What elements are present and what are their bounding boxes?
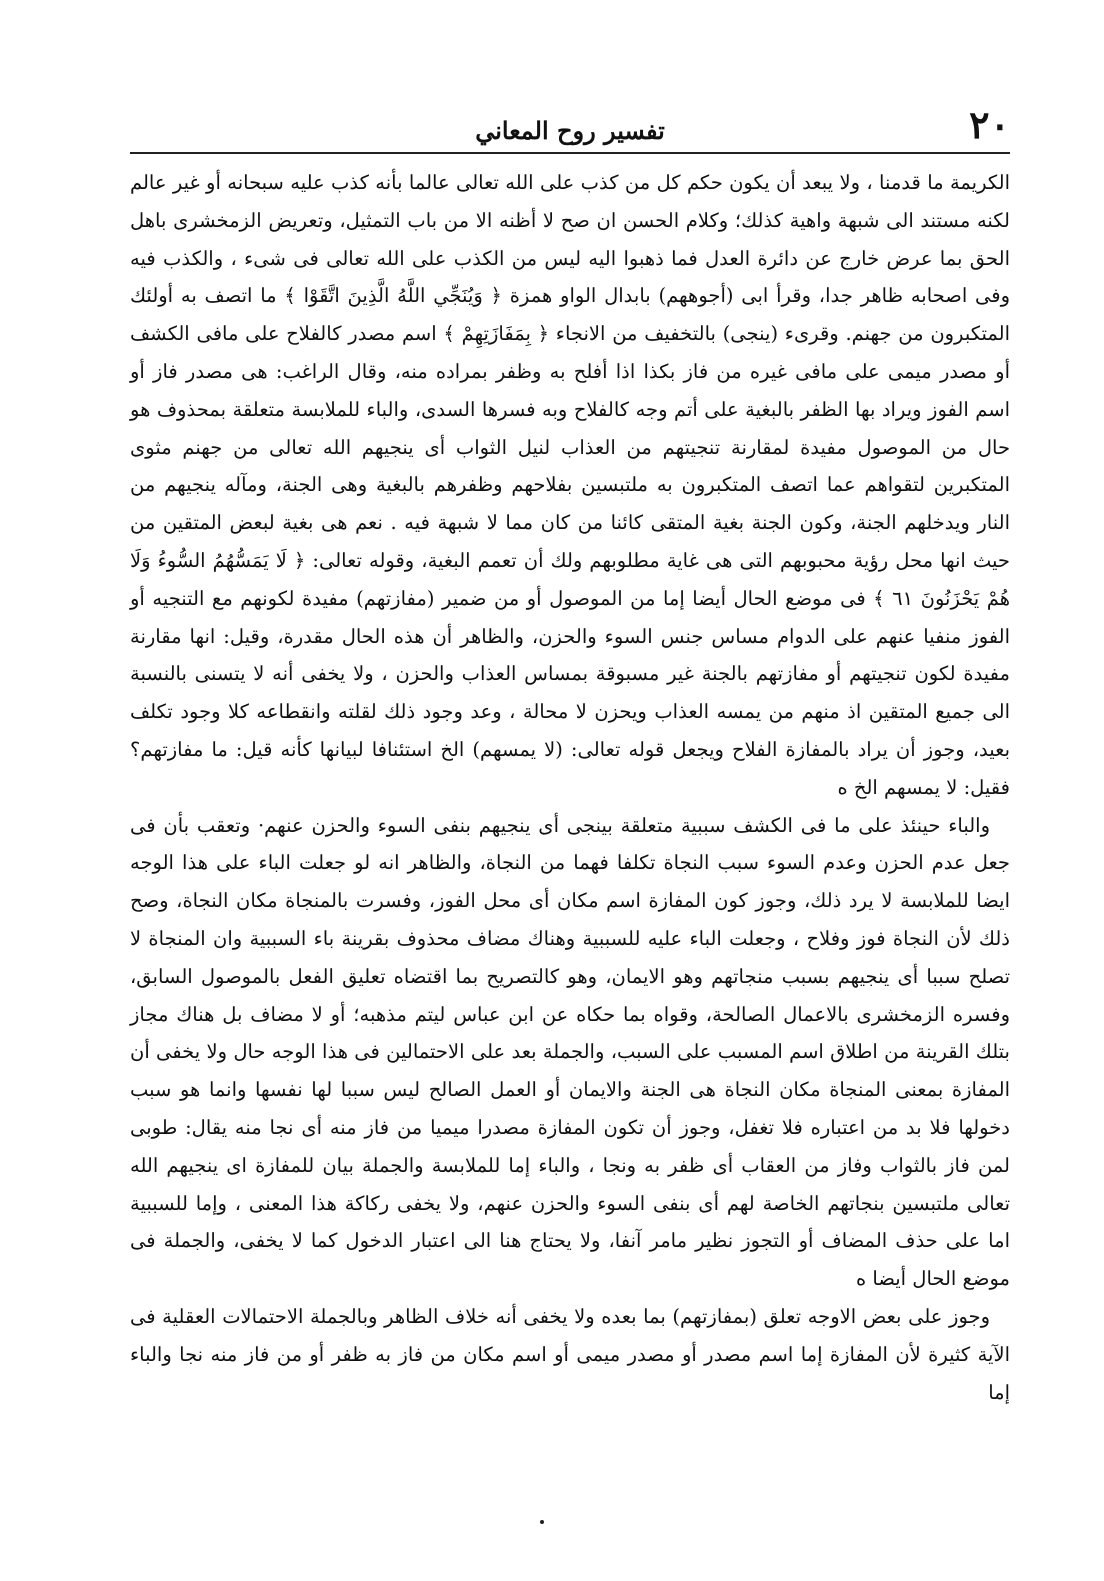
- header-rule: [130, 152, 1010, 154]
- page-dot-mark: [540, 1520, 544, 1524]
- running-title: تفسير روح المعاني: [475, 116, 665, 145]
- paragraph: والباء حينئذ على ما فى الكشف سببية متعلقة بينجى أى ينجيهم بنفى السوء والحزن عنهم· وتعقب بأن فى جعل عدم الحزن وعدم السوء سبب النجاة تكلفا فهما من النجاة، والظاهر انه لو جعلت الباء على هذا الوجه ايضا للملابسة لا يرد ذلك، وجوز كون المفازة اسم مكان أى محل الفوز، وفسرت بالمنجاة مكان النجاة، وصح ذلك لأن النجاة فوز وفلاح ، وجعلت الباء عليه للسببية وهناك مضاف محذوف بقرينة باء السببية وان المنجاة لا تصلح سببا أى ينجيهم بسبب منجاتهم وهو الايمان، وهو كالتصريح بما اقتضاه تعليق الفعل بالموصول السابق، وفسره الزمخشرى بالاعمال الصالحة، وقواه بما حكاه عن ابن عباس ليتم مذهبه؛ أو لا مضاف بل هناك مجاز بتلك القرينة من اطلاق اسم المسبب على السبب، والجملة بعد على الاحتمالين فى هذا الوجه حال ولا يخفى أن المفازة بمعنى المنجاة مكان النجاة هى الجنة والايمان أو العمل الصالح ليس سببا لها نفسها وانما هو سبب دخولها فلا بد من اعتباره فلا تغفل، وجوز أن تكون المفازة مصدرا ميميا من فاز منه أى نجا منه يقال: طوبى لمن فاز بالثواب وفاز من العقاب أى ظفر به ونجا ، والباء إما للملابسة والجملة بيان للمفازة اى ينجيهم الله تعالى ملتبسين بنجاتهم الخاصة لهم أى بنفى السوء والحزن عنهم، ولا يخفى ركاكة هذا المعنى ، وإما للسببية اما على حذف المضاف أو التجوز نظير مامر آنفا، ولا يحتاج هنا الى اعتبار الدخول كما لا يخفى، والجملة فى موضع الحال أيضا ه: [130, 813, 1010, 1291]
- paragraph: وجوز على بعض الاوجه تعلق (بمفازتهم) بما بعده ولا يخفى أنه خلاف الظاهر وبالجملة الاحتمالات العقلية فى الآية كثيرة لأن المفازة إما اسم مصدر أو مصدر ميمى أو اسم مكان من فاز به ظفر أو من فاز منه نجا والباء إما: [130, 1304, 1010, 1404]
- page-header: [130, 100, 1010, 152]
- body-text: [130, 164, 1010, 1411]
- page-number: ٢٠: [969, 102, 1010, 147]
- page: [130, 100, 1010, 1411]
- paragraph: الكريمة ما قدمنا ، ولا يبعد أن يكون حكم كل من كذب على الله تعالى عالما بأنه كذب عليه سبحانه أو غير عالم لكنه مستند الى شبهة واهية كذلك؛ وكلام الحسن ان صح لا أظنه الا من باب التمثيل، وتعريض الزمخشرى باهل الحق بما عرض خارج عن دائرة العدل فما ذهبوا اليه ليس من الكذب على الله تعالى فى شىء ، والكذب فيه وفى اصحابه ظاهر جدا، وقرأ ابى (أجوههم) بابدال الواو همزة ﴿ وَيُنَجِّي اللَّهُ الَّذِينَ اتَّقَوْا ﴾ ما اتصف به أولئك المتكبرون من جهنم. وقرىء (ينجى) بالتخفيف من الانجاء ﴿ بِمَفَازَتِهِمْ ﴾ اسم مصدر كالفلاح على مافى الكشف أو مصدر ميمى على مافى غيره من فاز بكذا اذا أفلح به وظفر بمراده منه، وقال الراغب: هى مصدر فاز أو اسم الفوز ويراد بها الظفر بالبغية على أتم وجه كالفلاح وبه فسرها السدى، والباء للملابسة متعلقة بمحذوف هو حال من الموصول مفيدة لمقارنة تنجيتهم من العذاب لنيل الثواب أى ينجيهم الله تعالى من جهنم مثوى المتكبرين لتقواهم عما اتصف المتكبرون به ملتبسين بفلاحهم وظفرهم بالبغية وهى الجنة، ومآله ينجيهم من النار ويدخلهم الجنة، وكون الجنة بغية المتقى كائنا من كان مما لا شبهة فيه . نعم هى بغية لبعض المتقين من حيث انها محل رؤية محبوبهم التى هى غاية مطلوبهم ولك أن تعمم البغية، وقوله تعالى: ﴿ لَا يَمَسُّهُمُ السُّوءُ وَلَا هُمْ يَحْزَنُونَ ٦١ ﴾ فى موضع الحال أيضا إما من الموصول أو من ضمير (مفازتهم) مفيدة لكونهم مع التنجيه أو الفوز منفيا عنهم على الدوام مساس جنس السوء والحزن، والظاهر أن هذه الحال مقدرة، وقيل: انها مقارنة مفيدة لكون تنجيتهم أو مفازتهم بالجنة غير مسبوقة بمساس العذاب والحزن ، ولا يخفى أنه لا يتسنى بالنسبة الى جميع المتقين اذ منهم من يمسه العذاب ويحزن لا محالة ، وعد وجود ذلك لقلته وانقطاعه كلا وجود تكلف بعيد، وجوز أن يراد بالمفازة الفلاح ويجعل قوله تعالى: (لا يمسهم) الخ استئنافا لبيانها كأنه قيل: ما مفازتهم؟ فقيل: لا يمسهم الخ ه: [130, 171, 1010, 799]
